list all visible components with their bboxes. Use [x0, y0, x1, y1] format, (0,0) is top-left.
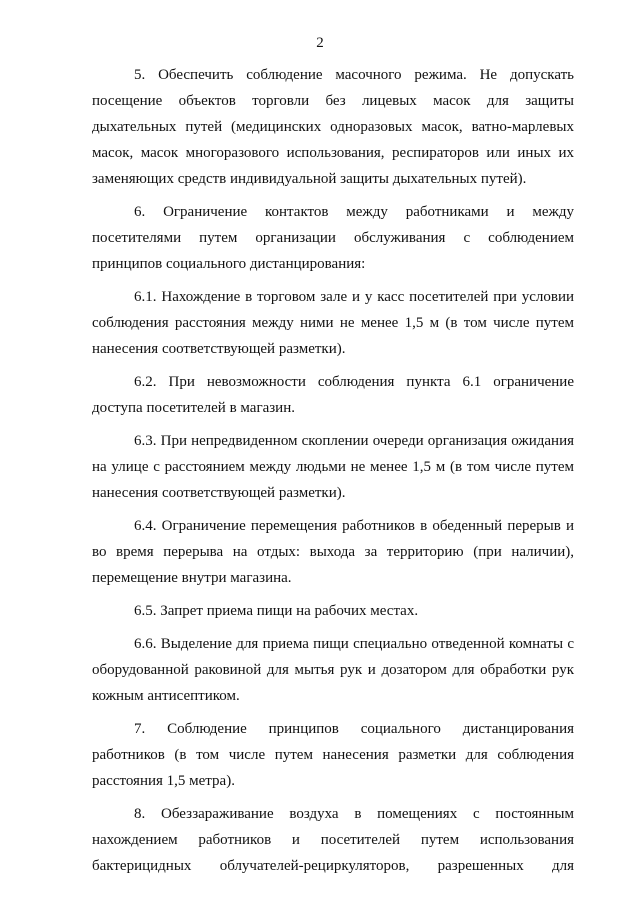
paragraph-6-4-movement: 6.4. Ограничение перемещения работников в обеденный перерыв и во время перерыва на отдых: выхода за территорию (при наличии), перемещение внутри магазина. [92, 518, 574, 586]
paragraph-6-5-eating-ban: 6.5. Запрет приема пищи на рабочих местах. [134, 603, 419, 619]
paragraph-6-6-eating-room: 6.6. Выделение для приема пищи специально отведенной комнаты с оборудованной раковиной для мытья рук и дозатором для обработки рук кожным антисептиком. [92, 636, 574, 704]
page-number: 2 [316, 35, 324, 51]
document-body [92, 62, 574, 886]
paragraph-6-2-access: 6.2. При невозможности соблюдения пункта 6.1 ограничение доступа посетителей в магазин. [92, 374, 574, 416]
paragraph-6-3-queue: 6.3. При непредвиденном скоплении очереди организация ожидания на улице с расстоянием между людьми не менее 1,5 м (в том числе путем нанесения соответствующей разметки). [92, 433, 574, 501]
paragraph-7-staff-distance: 7. Соблюдение принципов социального дистанцирования работников (в том числе путем нанесения разметки для соблюдения расстояния 1,5 метра). [92, 721, 574, 789]
paragraph-5-masks: 5. Обеспечить соблюдение масочного режима. Не допускать посещение объектов торговли без лицевых масок для защиты дыхательных путей (медицинских одноразовых масок, ватно-марлевых масок, масок многоразового использования, респираторов или иных их заменяющих средств индивидуальной защиты дыхательных путей). [92, 67, 574, 187]
paragraph-8-air-disinfection: 8. Обеззараживание воздуха в помещениях с постоянным нахождением работников и посетителей путем использования бактерицидных облучателей-рециркуляторов, разрешенных для [92, 806, 574, 874]
paragraph-6-contact-limits: 6. Ограничение контактов между работниками и между посетителями путем организации обслуживания с соблюдением принципов социального дистанцирования: [92, 204, 574, 272]
paragraph-6-1-distance: 6.1. Нахождение в торговом зале и у касс посетителей при условии соблюдения расстояния между ними не менее 1,5 м (в том числе путем нанесения соответствующей разметки). [92, 289, 574, 357]
